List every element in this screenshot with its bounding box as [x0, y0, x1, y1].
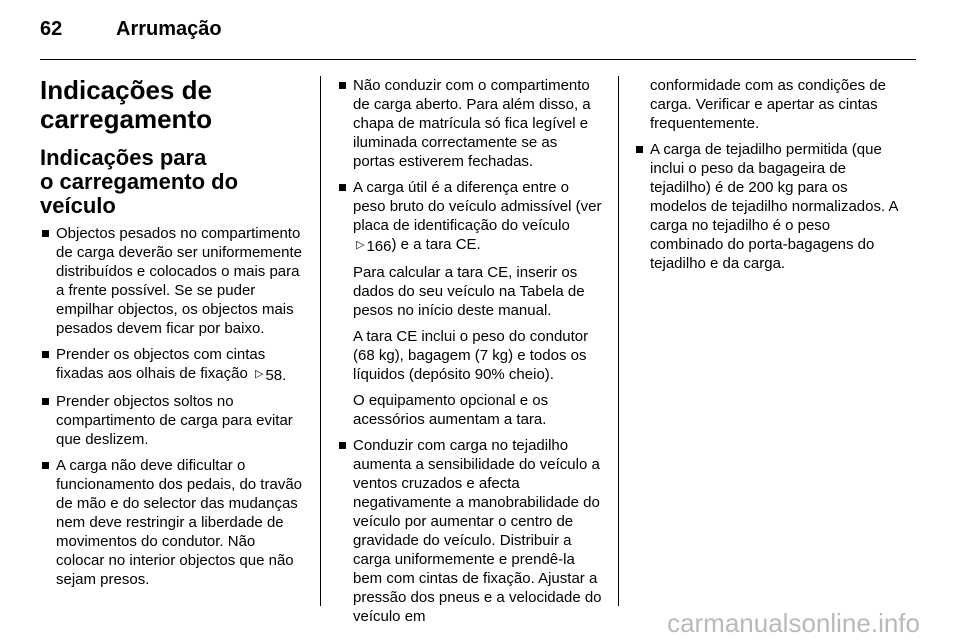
list-item-text: Objectos pesados no compartimento de carga deverão ser uniformemente distribuídos e colocados o mais para a frente possível. Se se puder empilhar objectos, os objectos mais pesados devem ficar por baixo. — [56, 225, 302, 337]
square-bullet-icon — [339, 184, 346, 191]
list-item — [337, 436, 603, 626]
page-reference-number: 166 — [366, 238, 392, 255]
subsection-title-line-2: o carregamento do veículo — [40, 169, 239, 218]
bullet-list — [634, 140, 904, 273]
list-item — [337, 76, 603, 171]
list-item-text: Prender objectos soltos no compartimento de carga para evitar que deslizem. — [56, 393, 293, 448]
page-reference-arrow-icon: ▷ — [254, 368, 264, 380]
page-reference-number: 58. — [265, 367, 287, 384]
column-3 — [634, 76, 904, 280]
paragraph: Para calcular a tara CE, inserir os dados do seu veículo na Tabela de pesos no início deste manual. — [353, 264, 585, 319]
column-divider-2 — [618, 76, 619, 606]
list-item-text: Não conduzir com o compartimento de carga aberto. Para além disso, a chapa de matrícula só fica legível e iluminada correctamente se as portas estiverem fechadas. — [353, 77, 591, 170]
square-bullet-icon — [339, 442, 346, 449]
square-bullet-icon — [42, 462, 49, 469]
bullet-list — [337, 76, 603, 256]
paragraph: O equipamento opcional e os acessórios aumentam a tara. — [353, 392, 549, 428]
square-bullet-icon — [42, 230, 49, 237]
square-bullet-icon — [42, 351, 49, 358]
list-item — [40, 456, 306, 589]
section-title — [40, 76, 306, 134]
page-number: 62 — [40, 18, 63, 40]
list-item — [40, 224, 306, 338]
column-divider-1 — [320, 76, 321, 606]
list-item-text: A carga útil é a diferença entre o peso bruto do veículo admissível (ver placa de identificação do veículo — [353, 179, 602, 234]
list-item — [634, 140, 904, 273]
list-item — [40, 392, 306, 449]
column-1 — [40, 76, 306, 596]
section-title-line-2: carregamento — [40, 104, 212, 134]
paragraph: A tara CE inclui o peso do condutor (68 kg), bagagem (7 kg) e todos os líquidos (depósito 90% cheio). — [353, 328, 589, 383]
watermark: carmanualsonline.info — [667, 608, 920, 638]
list-item — [40, 345, 306, 385]
square-bullet-icon — [42, 398, 49, 405]
page-reference-arrow-icon: ▷ — [356, 239, 365, 251]
header-rule — [40, 59, 916, 60]
square-bullet-icon — [339, 82, 346, 89]
square-bullet-icon — [636, 146, 643, 153]
bullet-list — [40, 224, 306, 589]
continued-paragraph: conformidade com as condições de carga. Verificar e apertar as cintas frequentemente. — [650, 77, 886, 132]
subsection-title — [40, 146, 306, 218]
list-item — [337, 178, 603, 256]
subsection-title-line-1: Indicações para — [40, 145, 207, 170]
list-item-text: Prender os objectos com cintas fixadas aos olhais de fixação — [56, 346, 266, 382]
list-item-text: A carga não deve dificultar o funcionamento dos pedais, do travão de mão e do selector das mudanças nem deve restringir a liberdade de movimentos do condutor. Não colocar no interior objectos que não sejam presos. — [56, 457, 302, 588]
page-reference-link[interactable] — [353, 237, 392, 256]
list-item-text: A carga de tejadilho permitida (que inclui o peso da bagageira de tejadilho) é de 200 kg para os modelos de tejadilho normalizados. A carga no tejadilho é o peso combinado do porta-bagagens do tejadilho e da carga. — [650, 141, 898, 272]
bullet-list — [337, 436, 603, 626]
column-2 — [337, 76, 603, 633]
chapter-title: Arrumação — [116, 18, 222, 40]
section-title-line-1: Indicações de — [40, 75, 212, 105]
page-reference-link[interactable] — [252, 366, 286, 385]
list-item-text-end: ) e a tara CE. — [391, 236, 481, 253]
list-item-text: Conduzir com carga no tejadilho aumenta a sensibilidade do veículo a ventos cruzados e afecta negativamente a manobrabilidade do veículo por aumentar o centro de gravidade do veículo. Distribuir a carga uniformemente e prendê-la bem com cintas de fixação. Ajustar a pressão dos pneus e a velocidade do veículo em — [353, 437, 602, 625]
